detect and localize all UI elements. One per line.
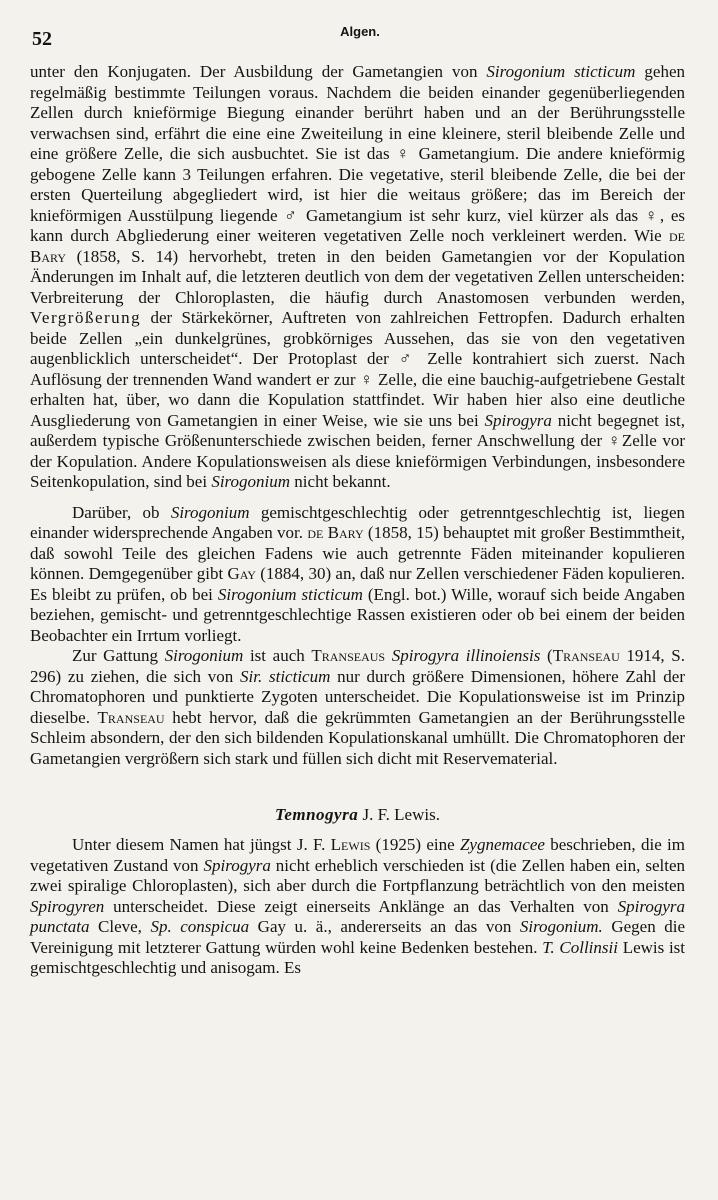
taxon-name: Spirogyra illinoiensis [391,646,541,665]
text: (1858, S. 14) hervorhebt, treten in den beiden Gametangien vor der Kopulation Änderungen im Inhalt auf, die letzteren deutlich von dem der vegetativen Zellen unterscheiden: Verbreiterung der Chloroplasten, die häufig durch Anastomosen verbunden werden, [30,246,685,307]
text: der Stärkekörner, Auftreten von zahlreichen Fettropfen. Dadurch erhalten beide Zellen „ein dunkelgrünes, grobkörniges Aussehen, das sie von den vegetativen augenblicklich unterscheidet“. Der Protoplast der ♂ Zelle kontrahiert sich zuerst. Nach Auflösung der trennenden Wand wandert er zur ♀ Zelle, die eine bauchig-aufgetriebene Gestalt erhalten hat, über, wo dann die Kopulation stattfindet. Wir haben hier also eine deutliche Ausgliederung von Gametangien in einer Weise, wie sie uns bei [30,308,685,430]
genus-title: Temnogyra [275,805,359,824]
text: 1914, S. 296) zu ziehen, die sich von [30,646,685,686]
paragraph-transeau [30,646,685,769]
text: hebt hervor, daß die gekrümmten Gametangien an der Berührungsstelle Schleim absondern, der den sich bildenden Kopulationskanal umhüllt. Die Chromatophoren der Gametangien vergrößern sich stark und füllen sich dicht mit Reservematerial. [30,707,685,768]
author-title: J. F. Lewis. [358,805,440,824]
paragraph-temnogyra [30,835,685,979]
author-name: Transeau [552,646,620,665]
text: (1925) eine [370,835,460,854]
page-header [32,20,688,50]
text: Zur Gattung [72,646,165,665]
taxon-name: Spirogyra [484,410,552,430]
text: (1858, 15) behauptet mit großer Bestimmtheit, daß sowohl Teile des gleichen Fadens wie auch getrennte Fäden miteinander kopulieren können. Demgegenüber gibt [30,523,685,583]
page-body [30,62,685,979]
author-name: Gay [227,564,256,583]
text: (Engl. bot.) Wille, worauf sich beide Angaben beziehen, gemischt- und getrenntgeschlechtige Rassen existieren oder ob bei einem der beiden Beobachter ein Irrtum vorliegt. [30,584,686,645]
text: unter den Konjugaten. Der Ausbildung der Gametangien von [30,62,487,81]
author-name: de Bary [30,226,685,266]
page-number: 52 [32,28,52,50]
author-name: Transeaus [311,646,386,665]
taxon-name: Spirogyra [203,855,271,875]
text [385,646,392,665]
text: nicht begegnet ist, außerdem typische Größenunterschiede zwischen beiden, ferner Anschwellung der ♀Zelle vor der Kopulation. Andere Kopulationsweisen als diese knieförmigen Verbindungen, insbesondere Seitenkopulation, sind bei [30,410,685,491]
taxon-name: Sp. conspicua [150,917,250,936]
text: beschrieben, die im vegetativen Zustand von [30,835,685,875]
taxon-name: Spirogyren [30,896,105,916]
taxon-name: Sirogonium [170,502,250,522]
taxon-name: Zygnemacee [459,835,545,854]
text: (1884, 30) an, daß nur Zellen verschiedener Fäden kopulieren. Es bleibt zu prüfen, ob bei [30,564,685,604]
paragraph-sexuality [30,503,685,647]
author-name: Transeau [97,707,165,727]
text: Gay u. ä., andererseits an das von [249,917,520,936]
taxon-name: T. Collinsii [542,937,618,957]
taxon-name: Sirogonium [211,472,291,491]
text: Unter diesem Namen hat jüngst J. F. [72,835,331,854]
emphasized-word: Vergrößerung [30,308,142,327]
taxon-name: Sir. sticticum [240,666,331,686]
text: nicht erheblich verschieden ist (die Zellen haben ein, selten zwei spiralige Chloroplasten), sich aber durch die Fortpflanzung beträchtlich von den meisten [30,855,686,895]
text: Gegen die Vereinigung mit letzterer Gattung würden wohl keine Bedenken bestehen. [30,917,685,957]
text: unterscheidet. Diese zeigt einerseits Anklänge an das Verhalten von [104,896,618,916]
running-head: Algen. [340,24,380,39]
taxon-name: Sirogonium sticticum [217,584,363,604]
taxon-name: Spirogyra punctata [30,896,685,936]
text: gehen regelmäßig bestimmte Teilungen voraus. Nachdem die beiden einander gegenüberliegenden Zellen durch knieförmige Biegung einander berührt haben und an der Berührungsstelle verwachsen sind, erfährt die eine eine Zweiteilung in eine kleinere, steril bleibende Zelle und eine größere Zelle, die sich ausbuchtet. Sie ist das ♀ Gametangium. Die andere knieförmig gebogene Zelle kann 3 Teilungen erfahren. Die vegetative, steril bleibende Zelle, die bei der ersten Querteilung abgegliedert wird, ist hier die weitaus größere; das im Bereich der knieförmigen Ausstülpung liegende ♂ Gametangium ist sehr kurz, viel kürzer als das ♀, es kann durch Abgliederung einer weiteren vegetativen Zelle noch verkleinert werden. Wie [30,62,685,245]
text: gemischtgeschlechtig oder getrenntgeschlechtig ist, liegen einander widersprechende Angaben vor. [30,502,685,542]
paragraph-gap [30,493,685,503]
taxon-name: Sirogonium [164,646,244,665]
author-name: de Bary [307,523,364,542]
taxon-name: Sirogonium. [519,917,603,936]
paragraph-gametangia-sirogonium [30,62,685,493]
text: nicht bekannt. [290,472,391,491]
text: ( [540,646,553,665]
section-heading-temnogyra [30,805,685,825]
text: Lewis ist gemischtgeschlechtig und anisogam. Es [30,937,686,977]
text: ist auch [243,646,312,665]
taxon-name: Sirogonium sticticum [486,62,636,81]
author-name: Lewis [330,835,371,854]
text: Darüber, ob [72,502,171,522]
text: nur durch größere Dimensionen, höhere Zahl der Chromatophoren und punktierte Zygoten unterscheidet. Die Kopulationsweise ist im Prinzip dieselbe. [30,666,685,727]
text: Cleve, [89,917,151,936]
